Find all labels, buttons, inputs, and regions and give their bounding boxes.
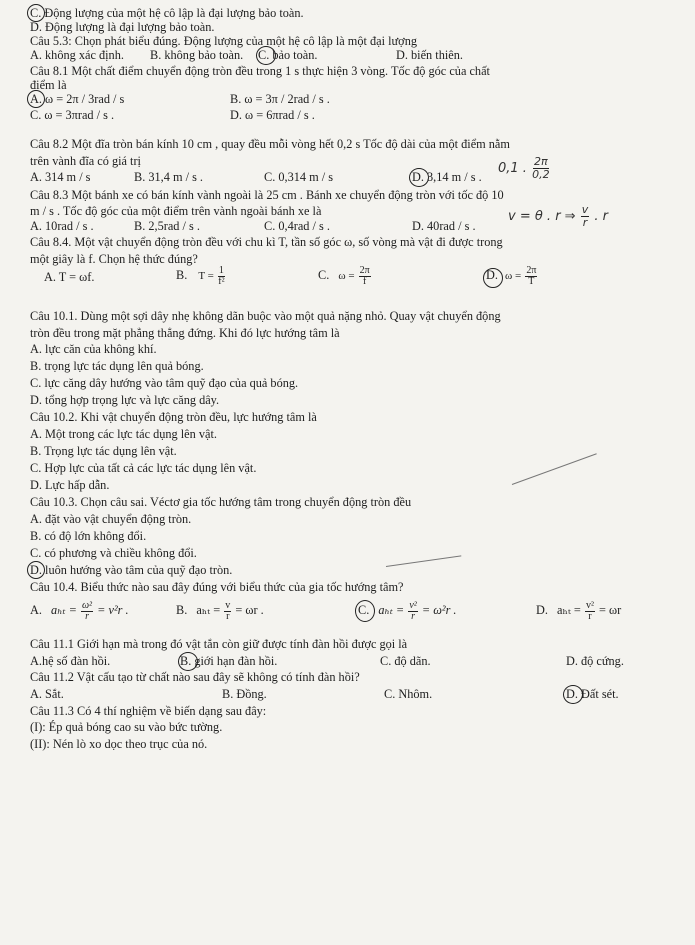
answer-option[interactable]: A.hệ số đàn hồi. xyxy=(30,654,111,668)
text-line: D. luôn hướng vào tâm của quỹ đạo tròn. xyxy=(30,563,233,577)
text-line: Câu 5.3: Chọn phát biểu đúng. Động lượng của một hệ cô lập là một đại lượng xyxy=(30,34,417,48)
answer-option[interactable]: B. 31,4 m / s . xyxy=(134,170,204,184)
answer-option[interactable]: C. độ dãn. xyxy=(380,654,431,668)
answer-option[interactable]: A. ω = 2π / 3rad / s xyxy=(30,92,125,106)
answer-option[interactable]: A. Sắt. xyxy=(30,687,64,701)
answer-option[interactable]: B. giới hạn đàn hồi. xyxy=(180,654,278,668)
text-line: D. Lực hấp dẫn. xyxy=(30,478,110,492)
answer-option[interactable]: B. không bảo toàn. xyxy=(150,48,244,62)
answer-option[interactable]: D. 3,14 m / s . xyxy=(412,170,482,184)
answer-circle-mark xyxy=(27,4,45,22)
q104-b-den: r xyxy=(226,610,230,622)
handwritten-note-1 xyxy=(498,156,551,181)
q84-d-den: T xyxy=(528,275,535,287)
text-line: C. Động lượng của một hệ cô lập là đại lượng bảo toàn. xyxy=(30,6,304,20)
text-line: Câu 11.2 Vật cấu tạo từ chất nào sau đây sẽ không có tính đàn hồi? xyxy=(30,670,360,684)
q104-d-rhs: = ωr xyxy=(599,603,622,617)
q104-a-fraction xyxy=(81,601,93,622)
text-line: D. Động lượng là đại lượng bảo toàn. xyxy=(30,20,215,34)
q104-c-fraction xyxy=(408,601,417,622)
handwritten-fraction xyxy=(532,156,550,181)
q104-d-num: v² xyxy=(585,599,594,611)
answer-option[interactable]: D. 40rad / s . xyxy=(412,219,476,233)
q104-c-lhs: aₕₜ = xyxy=(378,603,405,617)
text-line: A. đặt vào vật chuyển động tròn. xyxy=(30,512,192,526)
q84-c-lhs: ω = xyxy=(338,270,355,282)
q84-option-b[interactable] xyxy=(176,262,226,289)
answer-circle-mark xyxy=(483,268,503,288)
text-line: Câu 10.3. Chọn câu sai. Véctơ gia tốc hướng tâm trong chuyển động tròn đều xyxy=(30,495,412,509)
text-line: trên vành đĩa có giá trị xyxy=(30,154,141,168)
text-line: Câu 8.4. Một vật chuyển động tròn đều với chu kì T, tần số góc ω, số vòng mà vật đi được trong xyxy=(30,235,503,249)
q84-c-den: f xyxy=(363,275,367,287)
answer-option[interactable]: A. không xác định. xyxy=(30,48,124,62)
answer-circle-mark xyxy=(355,600,375,622)
q84-b-num: 1 xyxy=(218,264,224,276)
pencil-stroke xyxy=(512,453,597,485)
text-line: Câu 11.3 Có 4 thí nghiệm về biến dạng sau đây: xyxy=(30,704,267,718)
text-line: B. trọng lực tác dụng lên quả bóng. xyxy=(30,359,204,373)
q104-a-rhs: = v²r . xyxy=(97,603,129,617)
handwritten-text: 0,1 . xyxy=(498,161,527,176)
q84-option-c[interactable] xyxy=(318,262,372,289)
text-line: Câu 8.1 Một chất điểm chuyển động tròn đều trong 1 s thực hiện 3 vòng. Tốc độ góc của chất xyxy=(30,64,490,78)
q104-c-rhs: = ω²r . xyxy=(421,603,457,617)
q104-option-a[interactable] xyxy=(30,596,129,624)
q104-c-label: C. xyxy=(358,603,370,617)
q84-d-num: 2π xyxy=(526,264,537,276)
answer-circle-mark xyxy=(178,652,198,671)
q104-d-label: D. xyxy=(536,603,548,617)
q104-d-lhs: aₕₜ = xyxy=(557,603,581,617)
q84-option-a[interactable]: A. T = ωf. xyxy=(44,270,95,284)
handwritten-text: v = θ . r ⇒ xyxy=(508,209,576,224)
answer-option[interactable]: B. 2,5rad / s . xyxy=(134,219,200,233)
q84-c-label: C. xyxy=(318,268,330,282)
answer-option[interactable]: C. 0,314 m / s xyxy=(264,170,334,184)
q84-c-fraction xyxy=(359,266,371,287)
answer-circle-mark xyxy=(27,561,45,579)
answer-option[interactable]: D. ω = 6πrad / s . xyxy=(230,108,315,122)
q84-d-fraction xyxy=(525,266,537,287)
text-line: B. Trọng lực tác dụng lên vật. xyxy=(30,444,177,458)
answer-option[interactable]: D. Đất sét. xyxy=(566,687,619,701)
text-line: (II): Nén lò xo dọc theo trục của nó. xyxy=(30,737,208,751)
text-line: Câu 10.1. Dùng một sợi dây nhẹ không dãn buộc vào một quả nặng nhỏ. Quay vật chuyển động xyxy=(30,309,501,323)
text-line: một giây là f. Chọn hệ thức đúng? xyxy=(30,252,198,266)
q104-d-fraction xyxy=(585,601,595,622)
text-line: m / s . Tốc độ góc của một điểm trên vành ngoài bánh xe là xyxy=(30,204,322,218)
q104-b-label: B. xyxy=(176,603,188,617)
handwritten-num: v xyxy=(581,203,589,216)
answer-option[interactable]: A. 314 m / s xyxy=(30,170,91,184)
text-line: B. có độ lớn không đổi. xyxy=(30,529,147,543)
answer-option[interactable]: A. 10rad / s . xyxy=(30,219,94,233)
text-line: Câu 8.2 Một đĩa tròn bán kính 10 cm , quay đều mỗi vòng hết 0,2 s Tốc độ dài của một điểm nằm xyxy=(30,137,510,151)
answer-option[interactable]: B. ω = 3π / 2rad / s . xyxy=(230,92,330,106)
q84-b-fraction xyxy=(218,266,225,287)
text-line: A. lực căn của không khí. xyxy=(30,342,157,356)
handwritten-text: . r xyxy=(594,209,608,224)
q104-b-lhs: aₕₜ = xyxy=(196,603,221,617)
q104-option-b[interactable] xyxy=(176,596,264,624)
text-line: C. lực căng dây hướng vào tâm quỹ đạo của quả bóng. xyxy=(30,376,299,390)
q104-option-d[interactable] xyxy=(536,596,621,624)
answer-circle-mark xyxy=(409,168,429,187)
answer-option[interactable]: C. Nhôm. xyxy=(384,687,433,701)
text-line: Câu 10.2. Khi vật chuyển động tròn đều, lực hướng tâm là xyxy=(30,410,317,424)
q104-d-den: r xyxy=(588,610,592,622)
answer-option[interactable]: C. ω = 3πrad / s . xyxy=(30,108,115,122)
q104-b-num: v xyxy=(225,599,231,611)
text-line: điểm là xyxy=(30,78,67,92)
q84-d-lhs: ω = xyxy=(505,270,522,282)
q104-a-lhs: aₕₜ = xyxy=(51,603,77,617)
text-line: Câu 11.1 Giới hạn mà trong đó vật tắn còn giữ được tính đàn hồi được gọi là xyxy=(30,637,408,651)
answer-circle-mark xyxy=(256,46,276,65)
answer-option[interactable]: D. độ cứng. xyxy=(566,654,624,668)
text-line: C. có phương và chiều không đổi. xyxy=(30,546,197,560)
answer-circle-mark xyxy=(563,685,583,704)
q104-a-label: A. xyxy=(30,603,42,617)
answer-circle-mark xyxy=(27,90,45,108)
text-line: Câu 10.4. Biểu thức nào sau đây đúng với biểu thức của gia tốc hướng tâm? xyxy=(30,580,404,594)
handwritten-num: 2π xyxy=(534,155,548,168)
q84-b-label: B. xyxy=(176,268,188,282)
q84-c-num: 2π xyxy=(359,264,370,276)
text-line: tròn đều trong mặt phẳng thẳng đứng. Khi đó lực hướng tâm là xyxy=(30,326,340,340)
answer-option[interactable]: B. Đồng. xyxy=(222,687,267,701)
q104-b-fraction xyxy=(224,601,231,622)
answer-option[interactable]: C. 0,4rad / s . xyxy=(264,219,330,233)
text-line: C. Hợp lực của tất cả các lực tác dụng lên vật. xyxy=(30,461,257,475)
handwritten-den: r xyxy=(582,216,588,229)
q104-b-rhs: = ωr . xyxy=(235,603,264,617)
q104-a-num: ω² xyxy=(82,599,93,611)
text-line: D. tổng hợp trọng lực và lực căng dây. xyxy=(30,393,220,407)
q104-c-den: r xyxy=(411,610,415,622)
q84-d-label: D. xyxy=(486,268,498,282)
q84-b-lhs: T = xyxy=(198,270,214,282)
text-line: A. Một trong các lực tác dụng lên vật. xyxy=(30,427,217,441)
text-line: Câu 8.3 Một bánh xe có bán kính vành ngoài là 25 cm . Bánh xe chuyển động tròn với tốc độ 10 xyxy=(30,188,504,202)
handwritten-note-2 xyxy=(508,204,608,229)
q104-c-num: v² xyxy=(409,599,417,611)
handwritten-fraction xyxy=(581,204,590,229)
q84-b-den: f² xyxy=(218,275,225,287)
pencil-stroke xyxy=(386,555,461,567)
answer-option[interactable]: D. biến thiên. xyxy=(396,48,463,62)
text-line: (I): Ép quả bóng cao su vào bức tường. xyxy=(30,720,223,734)
handwritten-den: 0,2 xyxy=(532,168,550,181)
q104-a-den: r xyxy=(85,610,89,622)
answer-option[interactable]: C. bảo toàn. xyxy=(258,48,318,62)
